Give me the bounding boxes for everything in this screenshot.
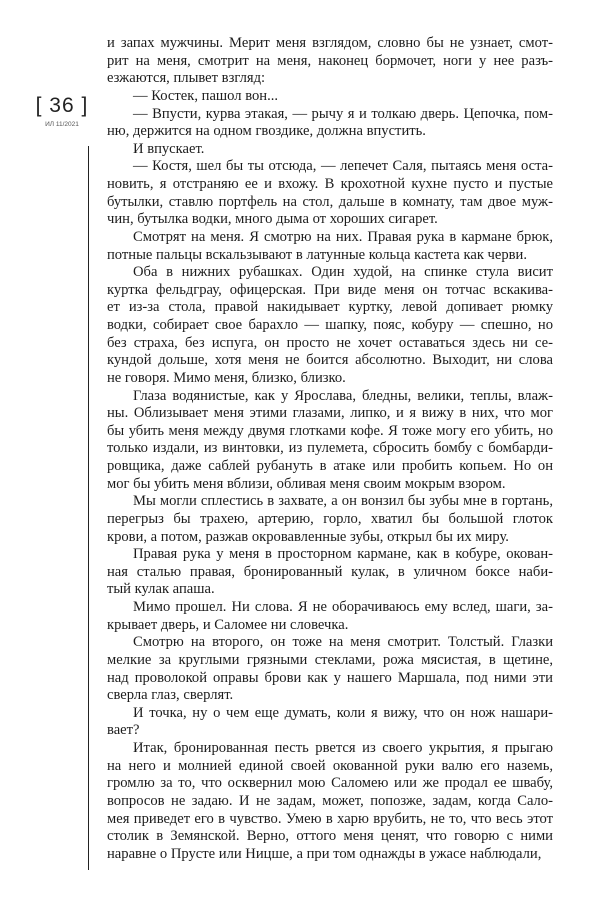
text-line: мог бы убить меня вблизи, обливая меня своим мокрым взором. [107, 475, 506, 492]
text-line: бы убить меня между двумя глотками кофе. Я тоже могу его убить, но [107, 422, 553, 439]
paragraph [107, 88, 553, 106]
text-line: Итак, бронированная песть рвется из своего укрытия, я прыгаю [133, 740, 553, 756]
text-line: — Впусти, курва этакая, — рычу я и толкаю дверь. Цепочка, пом- [133, 105, 553, 122]
text-line: потные пальцы вскальзывают в латунные кольца кастета как черви. [107, 246, 528, 263]
text-line: громлю за то, что осквернил мою Саломею или же продал ее швабу, [107, 775, 553, 792]
text-line: мея приведет его в чувство. Умею в харю врубить, не то, что весь этот [107, 810, 553, 827]
journal-issue: ИЛ 11/2021 [45, 121, 79, 128]
text-line: чин, бутылка водки, много дыма от хороших сигарет. [107, 211, 438, 228]
text-line: Мы могли сплестись в захвате, а он вонзил бы зубы мне в гортань, [133, 493, 553, 510]
text-line: бутылки, ставлю портфель на стол, дальше в комнату, там двое муж- [107, 193, 553, 210]
text-line: крови, а потом, разжав окровавленные зубы, открыл бы их миру. [107, 528, 509, 545]
text-line: вопросов не задаю. И не задам, может, попозже, задам, когда Сало- [107, 792, 553, 809]
text-line: над проволокой оправы брови как у нашего Маршала, под ними эти [107, 669, 553, 686]
text-line: ню, держится на одном гвоздике, должна впустить. [107, 123, 426, 140]
paragraph [107, 599, 553, 634]
text-line: вает? [107, 722, 140, 739]
text-line: ная сталью правая, бронированный кулак, в уличном боксе наби- [107, 563, 553, 580]
text-line: и запах мужчины. Мерит меня взглядом, словно бы не узнает, смот- [107, 35, 553, 51]
text-line: без страха, без испуга, он просто не хочет оставаться здесь ни се- [107, 334, 553, 351]
text-line: рит на меня, смотрит на меня, наконец бормочет, ноги у нее разъ- [107, 52, 553, 69]
text-line: езжаются, плывет взгляд: [107, 70, 266, 87]
paragraph [107, 264, 553, 387]
text-line: Правая рука у меня в просторном кармане, как в кобуре, окован- [133, 546, 553, 563]
text-line: И впускает. [133, 140, 205, 157]
text-line: ны. Облизывает меня этими глазами, липко, и я вижу в них, что мог [107, 405, 553, 422]
text-line: куртка фельдграу, офицерская. При виде меня он тотчас вскакива- [107, 281, 553, 298]
paragraph [107, 106, 553, 141]
paragraph [107, 229, 553, 264]
text-line: Смотрят на меня. Я смотрю на них. Правая рука в кармане брюк, [133, 228, 553, 245]
text-line: тый кулак апаша. [107, 581, 215, 598]
text-line: на него и молнией единой своей окованной руки валю его наземь, [107, 757, 553, 774]
text-line: наравне о Прусте или Ницше, а при том однажды в ужасе наблюдали, [107, 845, 542, 862]
paragraph [107, 546, 553, 599]
text-line: — Костек, пашол вон... [133, 87, 279, 104]
paragraph [107, 493, 553, 546]
text-line: сверла глаз, сверлят. [107, 687, 234, 704]
text-line: кундой дольше, хотя меня не боится абсолютно. Выходит, ни слова [107, 352, 553, 369]
text-line: перегрыз бы трахею, артерию, горло, хватил бы большой глоток [107, 510, 553, 527]
margin-rule [88, 146, 89, 870]
paragraph [107, 740, 553, 863]
page-folio [34, 94, 90, 128]
text-line: ет из-за стола, правой накидывает куртку, левой допивает рюмку [107, 299, 553, 316]
paragraph [107, 141, 553, 159]
text-line: только издали, из винтовки, из пулемета, сбросить бомбу с бомбарди- [107, 440, 553, 457]
page-number: [ 36 ] [35, 94, 89, 117]
text-line: Оба в нижних рубашках. Один худой, на спинке стула висит [133, 264, 553, 281]
text-line: И точка, ну о чем еще думать, коли я вижу, что он нож нашари- [133, 704, 553, 721]
text-line: Смотрю на второго, он тоже на меня смотрит. Толстый. Глазки [133, 634, 553, 651]
text-line: не говоря. Мимо меня, близко, близко. [107, 369, 346, 386]
text-line: ровщика, даже саблей рубануть в атаке или пробить копьем. Но он [107, 458, 553, 474]
text-line: — Костя, шел бы ты отсюда, — лепечет Саля, пытаясь меня оста- [133, 158, 553, 175]
text-line: Глаза водянистые, как у Ярослава, бледны, велики, теплы, влаж- [133, 387, 553, 404]
paragraph [107, 705, 553, 740]
paragraph [107, 158, 553, 229]
text-line: водки, собирает свое барахло — шапку, пояс, кобуру — спешно, но [107, 317, 553, 333]
paragraph [107, 634, 553, 705]
text-line: крывает дверь, и Саломее ни словечка. [107, 616, 349, 633]
paragraph [107, 35, 553, 88]
text-line: мелкие за круглыми грязными стеклами, рожа мясистая, в щетине, [107, 651, 553, 668]
text-line: Мимо прошел. Ни слова. Я не оборачиваюсь ему вслед, шаги, за- [133, 599, 553, 615]
text-line: столик в Земянской. Верно, оттого меня ценят, что говорю с ними [107, 828, 553, 845]
paragraph [107, 388, 553, 494]
body-text [107, 35, 553, 863]
text-line: новить, я отстраняю ее и вхожу. В крохотной кухне пусто и пустые [107, 176, 553, 192]
